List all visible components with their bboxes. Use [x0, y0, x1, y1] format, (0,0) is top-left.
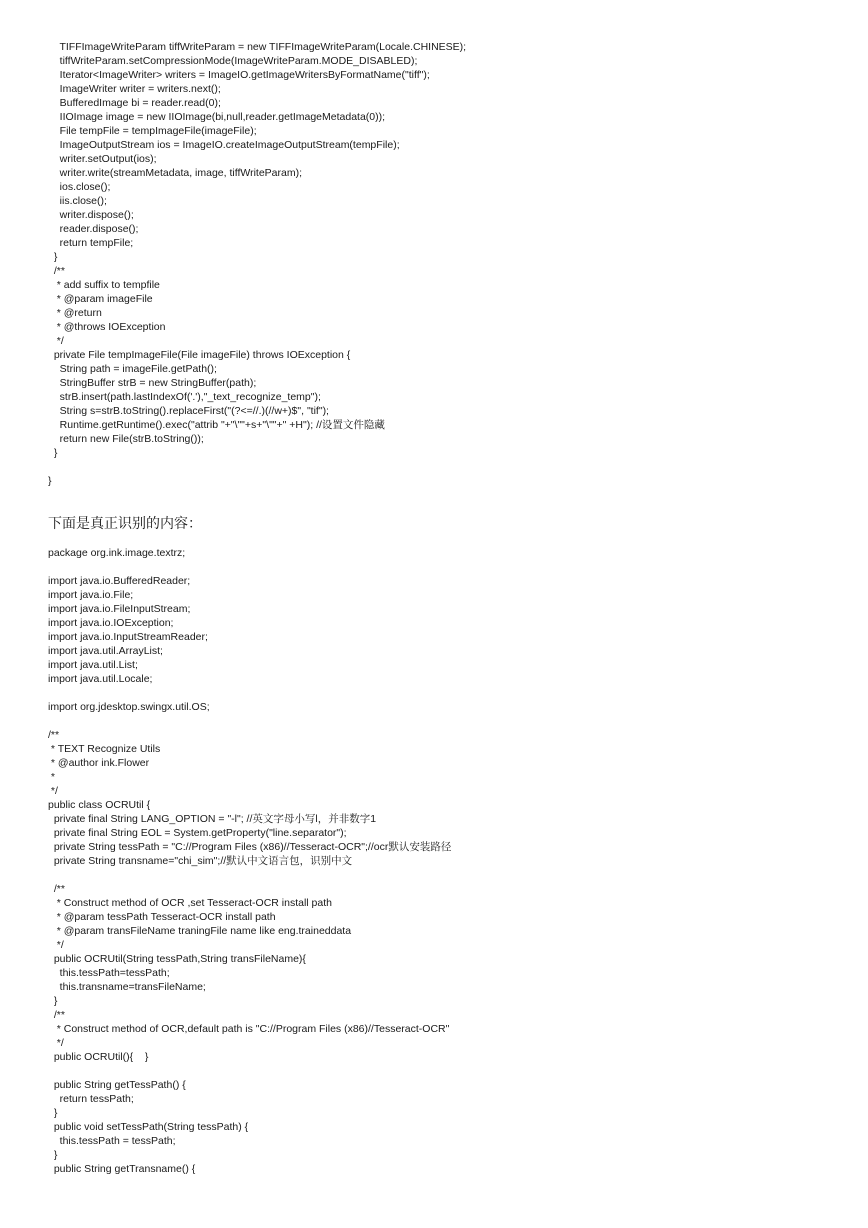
code-line — [48, 686, 848, 700]
code-line: writer.write(streamMetadata, image, tiffWriteParam); — [48, 167, 303, 179]
code-line: iis.close(); — [48, 195, 107, 207]
code-line: * @throws IOException — [48, 321, 166, 333]
code-line: /** — [48, 883, 65, 895]
code-line: IIOImage image = new IIOImage(bi,null,reader.getImageMetadata(0)); — [48, 111, 386, 123]
code-line: tiffWriteParam.setCompressionMode(ImageWriteParam.MODE_DISABLED); — [48, 55, 418, 67]
code-line: this.tessPath = tessPath; — [48, 1135, 176, 1147]
code-line: this.tessPath=tessPath; — [48, 967, 170, 979]
code-line: } — [48, 475, 52, 487]
code-line — [48, 1064, 848, 1078]
code-line: * @param tessPath Tesseract-OCR install path — [48, 911, 276, 923]
code-line: /** — [48, 1009, 65, 1021]
code-line: import org.jdesktop.swingx.util.OS; — [48, 701, 210, 713]
code-line: import java.io.InputStreamReader; — [48, 631, 208, 643]
code-line: */ — [48, 1037, 64, 1049]
code-line: StringBuffer strB = new StringBuffer(path); — [48, 377, 257, 389]
code-line: File tempFile = tempImageFile(imageFile); — [48, 125, 257, 137]
code-line: * @author ink.Flower — [48, 757, 150, 769]
code-line: Iterator<ImageWriter> writers = ImageIO.getImageWritersByFormatName("tiff"); — [48, 69, 430, 81]
code-line: this.transname=transFileName; — [48, 981, 206, 993]
code-line: import java.io.File; — [48, 589, 134, 601]
code-line: } — [48, 1107, 58, 1119]
code-line: ios.close(); — [48, 181, 111, 193]
code-line: import java.io.BufferedReader; — [48, 575, 191, 587]
code-line: BufferedImage bi = reader.read(0); — [48, 97, 221, 109]
code-line: package org.ink.image.textrz; — [48, 547, 186, 559]
code-line: * add suffix to tempfile — [48, 279, 160, 291]
code-line — [48, 560, 848, 574]
code-line: } — [48, 447, 58, 459]
code-line: writer.setOutput(ios); — [48, 153, 157, 165]
code-block-ocrutil — [48, 546, 848, 1176]
code-line: import java.io.FileInputStream; — [48, 603, 191, 615]
code-line — [48, 460, 848, 474]
code-line: */ — [48, 335, 64, 347]
code-line: public OCRUtil(){ } — [48, 1051, 149, 1063]
code-line: String path = imageFile.getPath(); — [48, 363, 217, 375]
section-heading: 下面是真正识别的内容： — [48, 515, 202, 531]
code-line: * @param transFileName traningFile name like eng.traineddata — [48, 925, 352, 937]
code-line: public void setTessPath(String tessPath) { — [48, 1121, 249, 1133]
code-line: private final String LANG_OPTION = "-l"; //英文字母小写l，并非数字1 — [48, 813, 377, 825]
code-line: private String tessPath = "C://Program Files (x86)//Tesseract-OCR";//ocr默认安装路径 — [48, 841, 452, 853]
code-line — [48, 714, 848, 728]
code-line: } — [48, 1149, 58, 1161]
code-line: * TEXT Recognize Utils — [48, 743, 161, 755]
code-line: * Construct method of OCR ,set Tesseract-OCR install path — [48, 897, 332, 909]
code-line: * Construct method of OCR,default path is "C://Program Files (x86)//Tesseract-OCR" — [48, 1023, 450, 1035]
code-line: Runtime.getRuntime().exec("attrib "+"\""+s+"\""+" +H"); //设置文件隐藏 — [48, 419, 385, 431]
code-line: import java.util.Locale; — [48, 673, 153, 685]
code-line: public class OCRUtil { — [48, 799, 151, 811]
code-line: */ — [48, 785, 58, 797]
code-line: */ — [48, 939, 64, 951]
code-line: writer.dispose(); — [48, 209, 134, 221]
code-line: public String getTransname() { — [48, 1163, 196, 1175]
code-line: private File tempImageFile(File imageFile) throws IOException { — [48, 349, 351, 361]
code-line: private final String EOL = System.getProperty("line.separator"); — [48, 827, 347, 839]
code-block-continuation — [48, 40, 848, 488]
code-line: } — [48, 251, 58, 263]
code-line — [48, 868, 848, 882]
code-line: return tempFile; — [48, 237, 134, 249]
code-line: TIFFImageWriteParam tiffWriteParam = new TIFFImageWriteParam(Locale.CHINESE); — [48, 41, 467, 53]
code-line: return new File(strB.toString()); — [48, 433, 204, 445]
code-line: * @return — [48, 307, 102, 319]
code-line: private String transname="chi_sim";//默认中文语言包，识别中文 — [48, 855, 353, 867]
code-line: /** — [48, 265, 65, 277]
code-line: String s=strB.toString().replaceFirst("(?<=//.)(//w+)$", "tif"); — [48, 405, 329, 417]
code-line: strB.insert(path.lastIndexOf('.'),"_text_recognize_temp"); — [48, 391, 321, 403]
code-line: import java.util.List; — [48, 659, 138, 671]
code-line: ImageWriter writer = writers.next(); — [48, 83, 221, 95]
code-line: public OCRUtil(String tessPath,String transFileName){ — [48, 953, 306, 965]
code-line: reader.dispose(); — [48, 223, 139, 235]
code-line: import java.util.ArrayList; — [48, 645, 163, 657]
code-line: * — [48, 771, 56, 783]
code-line: public String getTessPath() { — [48, 1079, 186, 1091]
code-line: } — [48, 995, 58, 1007]
code-line: import java.io.IOException; — [48, 617, 174, 629]
code-line: /** — [48, 729, 60, 741]
code-line: return tessPath; — [48, 1093, 134, 1105]
code-line: * @param imageFile — [48, 293, 153, 305]
code-line: ImageOutputStream ios = ImageIO.createImageOutputStream(tempFile); — [48, 139, 400, 151]
